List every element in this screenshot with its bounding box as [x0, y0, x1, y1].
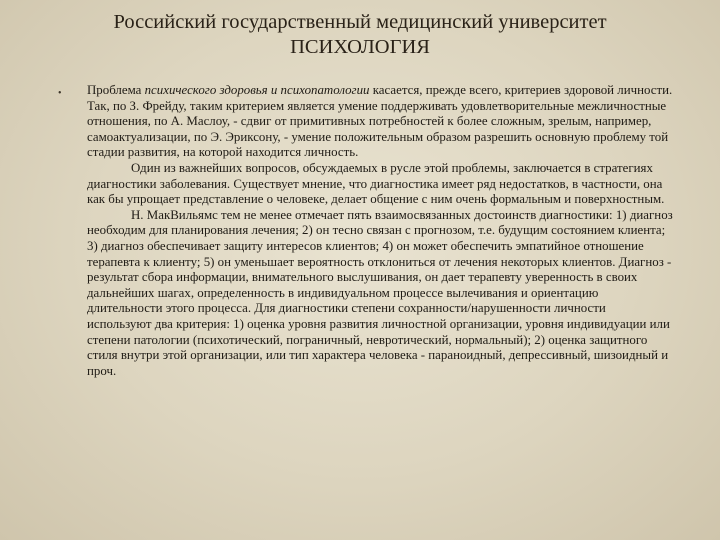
emphasized-term: психического здоровья и психопатологии: [144, 83, 370, 97]
paragraph-criteria-rest: касается, прежде всего, критериев здоровой личности. Так, по З. Фрейду, таким критерием является умение поддерживать удовлетворительные межличностные отношения, по А. Маслоу, - сдвиг от примитивных потребностей к более сложным, зрелым, например, самоактуализации, по Э. Эриксону, - умение положительным образом разрешить основную проблему той стадии развития, на которой находится личность.: [87, 83, 673, 160]
paragraph-criteria: [87, 83, 673, 161]
paragraph-criteria-start: Проблема: [87, 83, 145, 97]
title-subject: ПСИХОЛОГИЯ: [290, 36, 430, 58]
title-university: Российский государственный медицинский университет: [113, 11, 607, 33]
slide-title: [0, 10, 720, 60]
paragraph-diagnostics: Один из важнейших вопросов, обсуждаемых в русле этой проблемы, заключается в стратегиях диагностики заболевания. Существует мнение, что диагностика имеет ряд недостатков, в частности, она как бы упрощает представление о человеке, делает общение с ним очень формальным и поверхностным.: [87, 160, 665, 207]
slide-body-text: [87, 83, 673, 379]
bullet-marker: •: [58, 88, 62, 99]
paragraph-mcwilliams: Н. МакВильямс тем не менее отмечает пять взаимосвязанных достоинств диагностики: 1) диагноз необходим для планирования лечения; 2) он тесно связан с прогнозом, т.е. будущим состоянием клиента; 3) диагноз обеспечивает защиту интересов клиентов; 4) он может обеспечить эмпатийное отношение терапевта к клиенту; 5) он уменьшает вероятность отклониться от лечения некоторых клиентов. Диагноз - результат сбора информации, внимательного выслушивания, он дает терапевту уверенность в своих дальнейших шагах, определенность в индивидуальном процессе вылечивания и ориентацию длительности этого процесса. Для диагностики степени сохранности/нарушенности личности используют два критерия: 1) оценка уровня развития личностной организации, уровня индивидуации или степени патологии (психотический, пограничный, невротический, нормальный); 2) оценка защитного стиля внутри этой организации, или тип характера человека - параноидный, депрессивный, шизоидный и проч.: [87, 207, 673, 378]
